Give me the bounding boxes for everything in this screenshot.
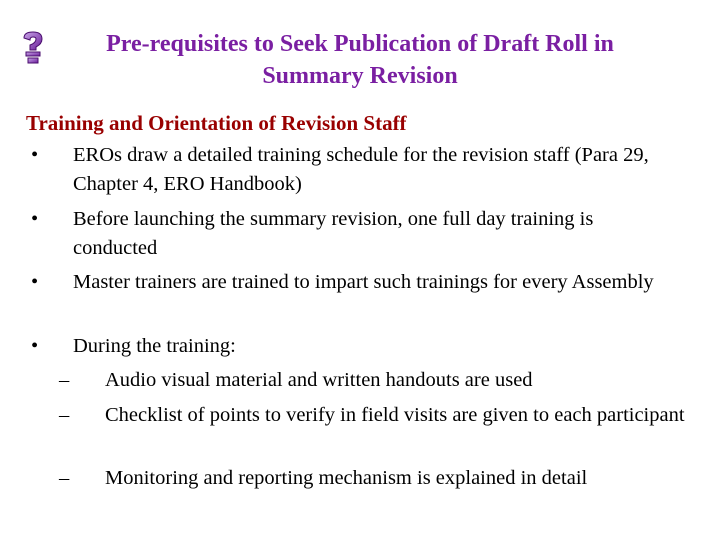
bullet-marker: • [31,271,39,293]
sub-bullet-text: Audio visual material and written handouts are used [105,369,533,391]
slide-title [60,28,660,92]
dash-marker: – [59,404,70,426]
bullet-text: Master trainers are trained to impart such trainings for every Assembly [73,271,654,293]
sub-bullet-item [54,366,695,395]
decorative-bullet-icon [20,30,46,66]
bullet-item [26,205,673,263]
section-subheading: Training and Orientation of Revision Staff [26,111,407,135]
title-line-1: Pre-requisites to Seek Publication of Draft Roll in [106,31,614,57]
bullet-text: During the training: [73,335,236,357]
bullet-marker: • [31,208,39,230]
bullet-marker: • [31,144,39,166]
bullet-marker: • [31,335,39,357]
sub-bullet-text: Monitoring and reporting mechanism is explained in detail [105,467,588,489]
bullet-item [26,332,713,361]
dash-marker: – [59,467,70,489]
sub-bullet-text: Checklist of points to verify in field visits are given to each participant [105,404,685,426]
sub-bullet-item [54,464,695,493]
bullet-item [26,268,673,297]
bullet-text: EROs draw a detailed training schedule for the revision staff (Para 29, Chapter 4, ERO Handbook) [73,144,649,195]
bullet-text: Before launching the summary revision, one full day training is conducted [73,208,594,259]
title-line-2: Summary Revision [262,63,458,89]
bullet-item [26,141,713,199]
sub-bullet-item [54,401,695,430]
dash-marker: – [59,369,70,391]
